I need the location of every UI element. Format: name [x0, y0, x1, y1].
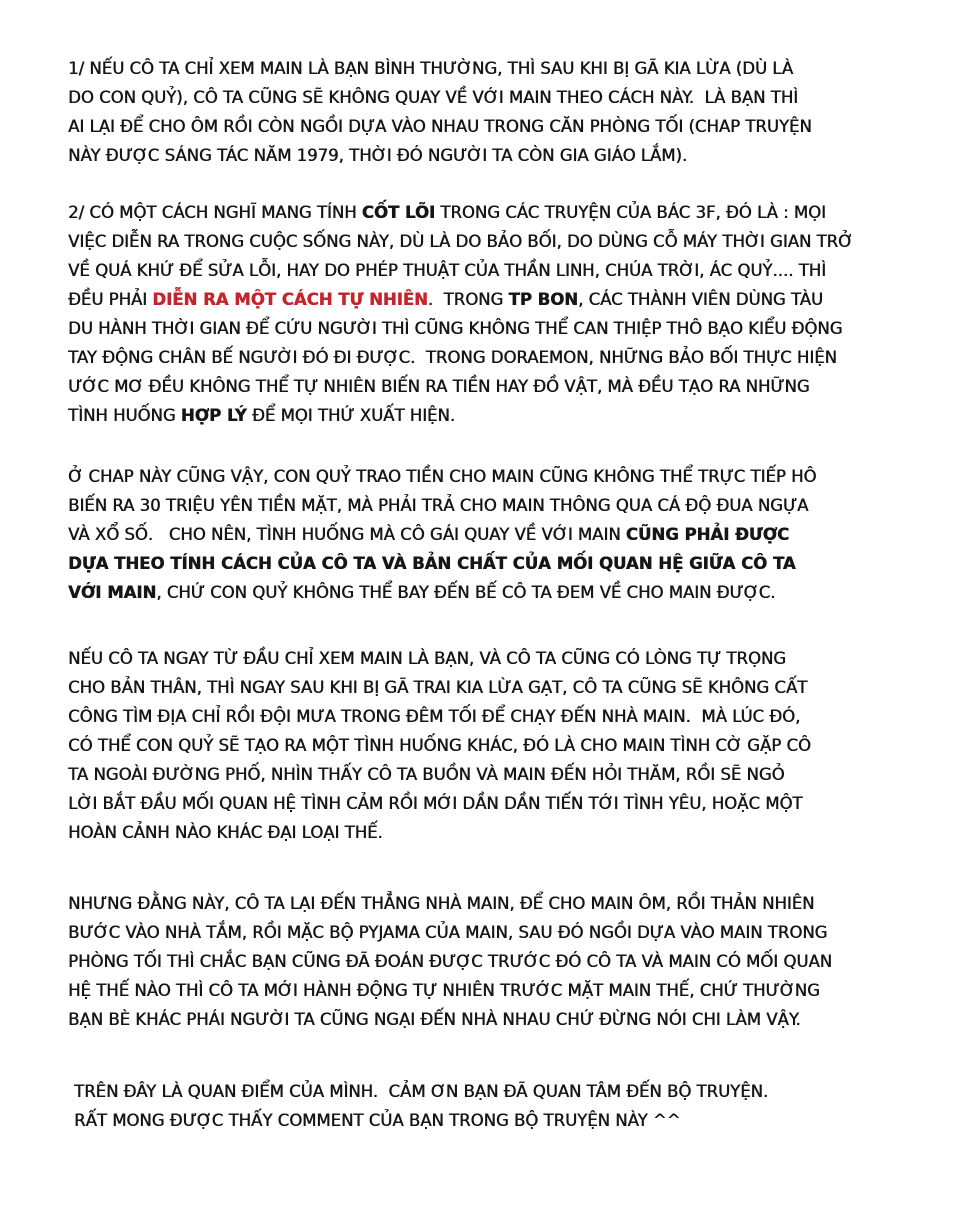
- bold-emphasis-text: CŨNG PHẢI ĐƯỢC: [625, 525, 790, 544]
- body-text: BẠN BÈ KHÁC PHÁI NGƯỜI TA CŨNG NGẠI ĐẾN NHÀ NHAU CHỨ ĐỪNG NÓI CHI LÀM VẬY.: [68, 1010, 801, 1029]
- text-line: [68, 83, 930, 112]
- text-line: [68, 256, 930, 285]
- text-line: [68, 372, 930, 401]
- body-text: VIỆC DIỄN RA TRONG CUỘC SỐNG NÀY, DÙ LÀ DO BẢO BỐI, DO DÙNG CỖ MÁY THỜI GIAN TRỞ: [68, 232, 854, 251]
- text-line: [68, 889, 930, 918]
- body-text: VỀ QUÁ KHỨ ĐỂ SỬA LỖI, HAY DO PHÉP THUẬT CỦA THẦN LINH, CHÚA TRỜI, ÁC QUỶ.... THÌ: [68, 261, 826, 280]
- body-text: BIẾN RA 30 TRIỆU YÊN TIỀN MẶT, MÀ PHẢI TRẢ CHO MAIN THÔNG QUA CÁ ĐỘ ĐUA NGỰA: [68, 496, 809, 515]
- body-text: NHƯNG ĐẰNG NÀY, CÔ TA LẠI ĐẾN THẲNG NHÀ MAIN, ĐỂ CHO MAIN ÔM, RỒI THẢN NHIÊN: [68, 894, 815, 913]
- bold-emphasis-text: VỚI MAIN: [68, 583, 157, 602]
- bold-emphasis-text: CỐT LÕI: [361, 203, 436, 222]
- text-line: [68, 947, 930, 976]
- text-line: [68, 976, 930, 1005]
- paragraph: [68, 889, 930, 1034]
- text-line: [68, 141, 930, 170]
- body-text: HOÀN CẢNH NÀO KHÁC ĐẠI LOẠI THẾ.: [68, 823, 383, 842]
- body-text: PHÒNG TỐI THÌ CHẮC BẠN CŨNG ĐÃ ĐOÁN ĐƯỢC TRƯỚC ĐÓ CÔ TA VÀ MAIN CÓ MỐI QUAN: [68, 952, 832, 971]
- paragraph: [68, 644, 930, 847]
- body-text: . TRONG: [427, 290, 509, 309]
- bold-emphasis-text: DỰA THEO TÍNH CÁCH CỦA CÔ TA VÀ BẢN CHẤT CỦA MỐI QUAN HỆ GIỮA CÔ TA: [68, 554, 796, 573]
- body-text: NÀY ĐƯỢC SÁNG TÁC NĂM 1979, THỜI ĐÓ NGƯỜI TA CÒN GIA GIÁO LẮM).: [68, 146, 688, 165]
- text-line: [68, 818, 930, 847]
- body-text: TA NGOÀI ĐƯỜNG PHỐ, NHÌN THẤY CÔ TA BUỒN VÀ MAIN ĐẾN HỎI THĂM, RỒI SẼ NGỎ: [68, 765, 785, 784]
- body-text: CÔNG TÌM ĐỊA CHỈ RỒI ĐỘI MƯA TRONG ĐÊM TỐI ĐỂ CHẠY ĐẾN NHÀ MAIN. MÀ LÚC ĐÓ,: [68, 707, 801, 726]
- bold-emphasis-text: TP BON: [508, 290, 578, 309]
- text-line: [68, 789, 930, 818]
- text-line: [68, 731, 930, 760]
- body-text: RẤT MONG ĐƯỢC THẤY COMMENT CỦA BẠN TRONG BỘ TRUYỆN NÀY ^^: [74, 1111, 681, 1130]
- text-line: [68, 918, 930, 947]
- paragraph: [68, 198, 930, 430]
- text-line: [68, 702, 930, 731]
- body-text: DU HÀNH THỜI GIAN ĐỂ CỨU NGƯỜI THÌ CŨNG KHÔNG THỂ CAN THIỆP THÔ BẠO KIỂU ĐỘNG: [68, 319, 843, 338]
- red-emphasis-text: DIỄN RA MỘT CÁCH TỰ NHIÊN: [152, 290, 428, 309]
- text-line: [68, 578, 930, 607]
- text-line: [68, 549, 930, 578]
- text-line: [68, 760, 930, 789]
- body-text: NẾU CÔ TA NGAY TỪ ĐẦU CHỈ XEM MAIN LÀ BẠN, VÀ CÔ TA CŨNG CÓ LÒNG TỰ TRỌNG: [68, 649, 786, 668]
- body-text: AI LẠI ĐỂ CHO ÔM RỒI CÒN NGỒI DỰA VÀO NHAU TRONG CĂN PHÒNG TỐI (CHAP TRUYỆN: [68, 117, 812, 136]
- text-line: [68, 343, 930, 372]
- text-line: [68, 198, 930, 227]
- body-text: HỆ THẾ NÀO THÌ CÔ TA MỚI HÀNH ĐỘNG TỰ NHIÊN TRƯỚC MẶT MAIN THẾ, CHỨ THƯỜNG: [68, 981, 820, 1000]
- bold-emphasis-text: HỢP LÝ: [180, 406, 247, 425]
- body-text: CÓ THỂ CON QUỶ SẼ TẠO RA MỘT TÌNH HUỐNG KHÁC, ĐÓ LÀ CHO MAIN TÌNH CỜ GẶP CÔ: [68, 736, 811, 755]
- text-line: [68, 644, 930, 673]
- text-line: [68, 401, 930, 430]
- body-text: ĐỂ MỌI THỨ XUẤT HIỆN.: [246, 406, 455, 425]
- text-line: [68, 462, 930, 491]
- text-line: [68, 54, 930, 83]
- body-text: TRONG CÁC TRUYỆN CỦA BÁC 3F, ĐÓ LÀ : MỌI: [435, 203, 826, 222]
- text-line: [68, 491, 930, 520]
- text-line: [68, 314, 930, 343]
- body-text: ĐỀU PHẢI: [68, 290, 153, 309]
- paragraph: [68, 1077, 930, 1135]
- body-text: Ở CHAP NÀY CŨNG VẬY, CON QUỶ TRAO TIỀN CHO MAIN CŨNG KHÔNG THỂ TRỰC TIẾP HÔ: [68, 467, 817, 486]
- body-text: , CHỨ CON QUỶ KHÔNG THỂ BAY ĐẾN BẾ CÔ TA ĐEM VỀ CHO MAIN ĐƯỢC.: [156, 583, 776, 602]
- body-text: TRÊN ĐÂY LÀ QUAN ĐIỂM CỦA MÌNH. CẢM ƠN BẠN ĐÃ QUAN TÂM ĐẾN BỘ TRUYỆN.: [74, 1082, 769, 1101]
- body-text: BƯỚC VÀO NHÀ TẮM, RỒI MẶC BỘ PYJAMA CỦA MAIN, SAU ĐÓ NGỒI DỰA VÀO MAIN TRONG: [68, 923, 828, 942]
- body-text: TÌNH HUỐNG: [68, 406, 181, 425]
- body-text: 2/ CÓ MỘT CÁCH NGHĨ MANG TÍNH: [68, 203, 362, 222]
- body-text: CHO BẢN THÂN, THÌ NGAY SAU KHI BỊ GÃ TRAI KIA LỪA GẠT, CÔ TA CŨNG SẼ KHÔNG CẤT: [68, 678, 808, 697]
- text-line: [74, 1077, 930, 1106]
- body-text: VÀ XỔ SỐ. CHO NÊN, TÌNH HUỐNG MÀ CÔ GÁI QUAY VỀ VỚI MAIN: [68, 525, 626, 544]
- text-line: [68, 1005, 930, 1034]
- text-line: [68, 227, 930, 256]
- body-text: 1/ NẾU CÔ TA CHỈ XEM MAIN LÀ BẠN BÌNH THƯỜNG, THÌ SAU KHI BỊ GÃ KIA LỪA (DÙ LÀ: [68, 59, 794, 78]
- body-text: TAY ĐỘNG CHÂN BẾ NGƯỜI ĐÓ ĐI ĐƯỢC. TRONG DORAEMON, NHỮNG BẢO BỐI THỰC HIỆN: [68, 348, 837, 367]
- body-text: DO CON QUỶ), CÔ TA CŨNG SẼ KHÔNG QUAY VỀ VỚI MAIN THEO CÁCH NÀY. LÀ BẠN THÌ: [68, 88, 798, 107]
- paragraph: [68, 54, 930, 170]
- text-line: [68, 520, 930, 549]
- body-text: , CÁC THÀNH VIÊN DÙNG TÀU: [577, 290, 823, 309]
- text-line: [74, 1106, 930, 1135]
- text-line: [68, 112, 930, 141]
- text-line: [68, 285, 930, 314]
- paragraph: [68, 462, 930, 607]
- text-line: [68, 673, 930, 702]
- body-text: ƯỚC MƠ ĐỀU KHÔNG THỂ TỰ NHIÊN BIẾN RA TIỀN HAY ĐỒ VẬT, MÀ ĐỀU TẠO RA NHỮNG: [68, 377, 810, 396]
- body-text: LỜI BẮT ĐẦU MỐI QUAN HỆ TÌNH CẢM RỒI MỚI DẦN DẦN TIẾN TỚI TÌNH YÊU, HOẶC MỘT: [68, 794, 803, 813]
